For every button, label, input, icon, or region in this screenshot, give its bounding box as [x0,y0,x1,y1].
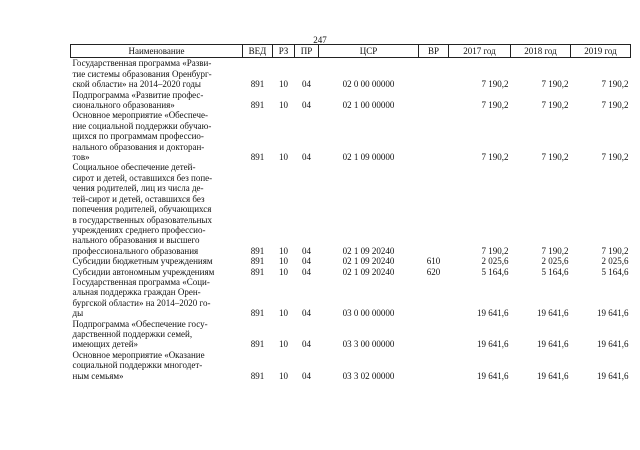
row-y2017-cell: 19 641,6 [477,370,509,381]
row-rz-cell: 10 [279,266,288,277]
row-name-line: Государственная программа «Разви- [72,58,212,69]
row-name-line: нального образования и высшего [72,235,200,246]
row-y2018-cell: 7 190,2 [541,100,569,111]
row-vr-cell [419,162,449,256]
row-name-line: Социальное обеспечение детей- [72,162,196,173]
row-y2018-cell: 7 190,2 [541,245,569,256]
table-row [71,58,631,90]
row-name-line: ным семьям» [72,370,124,381]
row-name-cell [71,319,243,350]
row-y2017-cell: 19 641,6 [477,339,509,350]
row-pr-cell: 04 [302,152,311,163]
row-name-cell [71,350,243,381]
row-y2017-cell: 2 025,6 [481,256,509,267]
row-name-line: попечения родителей, обучающихся [72,204,212,215]
row-name-line: Подпрограмма «Развитие профес- [72,89,204,100]
row-vr-cell [419,350,449,381]
row-pr-cell: 04 [302,79,311,90]
row-rz-cell: 10 [279,100,288,111]
row-ved-cell: 891 [250,266,265,277]
row-name-line: дарственной поддержки семей, [72,328,193,339]
row-name-line: бургской области» на 2014–2020 го- [72,297,211,308]
row-ved-cell: 891 [250,308,265,319]
row-rz-cell: 10 [279,256,288,267]
row-name-cell [71,90,243,111]
header-csr: ЦСР [319,45,419,58]
row-y2017-cell: 7 190,2 [481,245,509,256]
row-pr-cell: 04 [302,256,311,267]
row-y2018-cell: 7 190,2 [541,152,569,163]
row-ved-cell: 891 [250,79,265,90]
table-row [71,162,631,256]
row-y2019-cell: 19 641,6 [597,308,629,319]
row-csr-cell: 02 1 09 20240 [342,256,395,267]
table-row [71,110,631,162]
table-row [71,350,631,381]
row-csr-cell: 02 0 00 00000 [342,79,395,90]
header-2018: 2018 год [511,45,571,58]
row-y2017-cell: 5 164,6 [481,266,509,277]
row-y2017-cell: 7 190,2 [481,152,509,163]
row-rz-cell: 10 [279,79,288,90]
row-pr-cell: 04 [302,370,311,381]
row-name-line: профессионального образования [72,245,199,256]
row-name-line: альная поддержка граждан Орен- [72,287,201,298]
row-y2018-cell: 19 641,6 [537,339,569,350]
row-y2018-cell: 2 025,6 [541,256,569,267]
row-rz-cell: 10 [279,370,288,381]
table-row [71,277,631,319]
row-name-line: Субсидии автономным учреждениям [72,266,215,277]
row-csr-cell: 02 1 00 00000 [342,100,395,111]
row-vr-cell [419,90,449,111]
row-y2017-cell: 7 190,2 [481,79,509,90]
row-y2018-cell: 19 641,6 [537,370,569,381]
row-csr-cell: 03 0 00 00000 [342,308,395,319]
row-name-line: Основное мероприятие «Обеспече- [72,110,208,121]
row-name-line: щихся по программам профессио- [72,131,204,142]
table-row [71,256,631,266]
row-y2019-cell: 19 641,6 [597,370,629,381]
row-y2018-cell: 5 164,6 [541,266,569,277]
row-vr-cell: 620 [426,266,441,277]
row-name-line: ской области» на 2014–2020 годы [72,79,201,90]
table-body [71,58,631,381]
row-name-line: тов» [72,152,90,163]
row-name-line: тей-сирот и детей, оставшихся без [72,193,205,204]
row-name-cell [71,267,243,277]
header-name: Наименование [71,45,243,58]
row-csr-cell: 03 3 02 00000 [342,370,395,381]
row-vr-cell [419,58,449,90]
row-csr-cell: 02 1 09 20240 [342,245,395,256]
row-csr-cell: 03 3 00 00000 [342,339,395,350]
row-pr-cell: 04 [302,308,311,319]
row-ved-cell: 891 [250,152,265,163]
row-name-line: Государственная программа «Соци- [72,276,210,287]
table-row [71,319,631,350]
header-pr: ПР [295,45,319,58]
row-rz-cell: 10 [279,152,288,163]
row-csr-cell: 02 1 09 00000 [342,152,395,163]
row-vr-cell [419,319,449,350]
row-y2017-cell: 7 190,2 [481,100,509,111]
row-rz-cell: 10 [279,245,288,256]
row-y2018-cell: 7 190,2 [541,79,569,90]
row-name-line: чения родителей, лиц из числа де- [72,183,204,194]
row-ved-cell: 891 [250,100,265,111]
budget-table [70,44,631,381]
row-name-line: Основное мероприятие «Оказание [72,349,205,360]
row-vr-cell: 610 [426,256,441,267]
row-name-line: Субсидии бюджетным учреждениям [72,256,213,267]
header-rz: РЗ [273,45,295,58]
row-y2019-cell: 7 190,2 [601,245,629,256]
row-ved-cell: 891 [250,256,265,267]
row-y2019-cell: 2 025,6 [601,256,629,267]
row-name-cell [71,110,243,162]
row-name-line: сирот и детей, оставшихся без попе- [72,172,213,183]
row-name-line: ды [72,308,84,319]
row-pr-cell: 04 [302,339,311,350]
row-y2019-cell: 7 190,2 [601,79,629,90]
row-rz-cell: 10 [279,339,288,350]
row-name-line: Подпрограмма «Обеспечение госу- [72,318,208,329]
row-y2019-cell: 5 164,6 [601,266,629,277]
row-name-line: ние социальной поддержки обучаю- [72,120,212,131]
header-2017: 2017 год [449,45,511,58]
header-vr: ВР [419,45,449,58]
row-name-line: социальной поддержки многодет- [72,360,203,371]
header-2019: 2019 год [571,45,631,58]
header-ved: ВЕД [243,45,273,58]
page-number: 247 [313,35,327,45]
row-y2019-cell: 19 641,6 [597,339,629,350]
row-rz-cell: 10 [279,308,288,319]
row-ved-cell: 891 [250,370,265,381]
row-y2019-cell: 7 190,2 [601,100,629,111]
row-name-cell [71,277,243,319]
row-vr-cell [419,277,449,319]
row-name-line: имеющих детей» [72,339,139,350]
row-y2019-cell: 7 190,2 [601,152,629,163]
row-csr-cell: 02 1 09 20240 [342,266,395,277]
row-name-line: нального образования и докторан- [72,141,205,152]
row-name-cell [71,162,243,256]
row-name-cell [71,58,243,90]
row-name-line: в государственных образовательных [72,214,212,225]
row-y2017-cell: 19 641,6 [477,308,509,319]
row-ved-cell: 891 [250,245,265,256]
row-name-line: сионального образования» [72,100,175,111]
table-header-row [71,45,631,58]
table-row [71,90,631,111]
row-name-cell [71,256,243,266]
table-row [71,267,631,277]
row-pr-cell: 04 [302,266,311,277]
row-vr-cell [419,110,449,162]
row-pr-cell: 04 [302,100,311,111]
row-pr-cell: 04 [302,245,311,256]
row-ved-cell: 891 [250,339,265,350]
row-name-line: тие системы образования Оренбург- [72,68,212,79]
row-y2018-cell: 19 641,6 [537,308,569,319]
row-name-line: учреждениях среднего профессио- [72,224,206,235]
